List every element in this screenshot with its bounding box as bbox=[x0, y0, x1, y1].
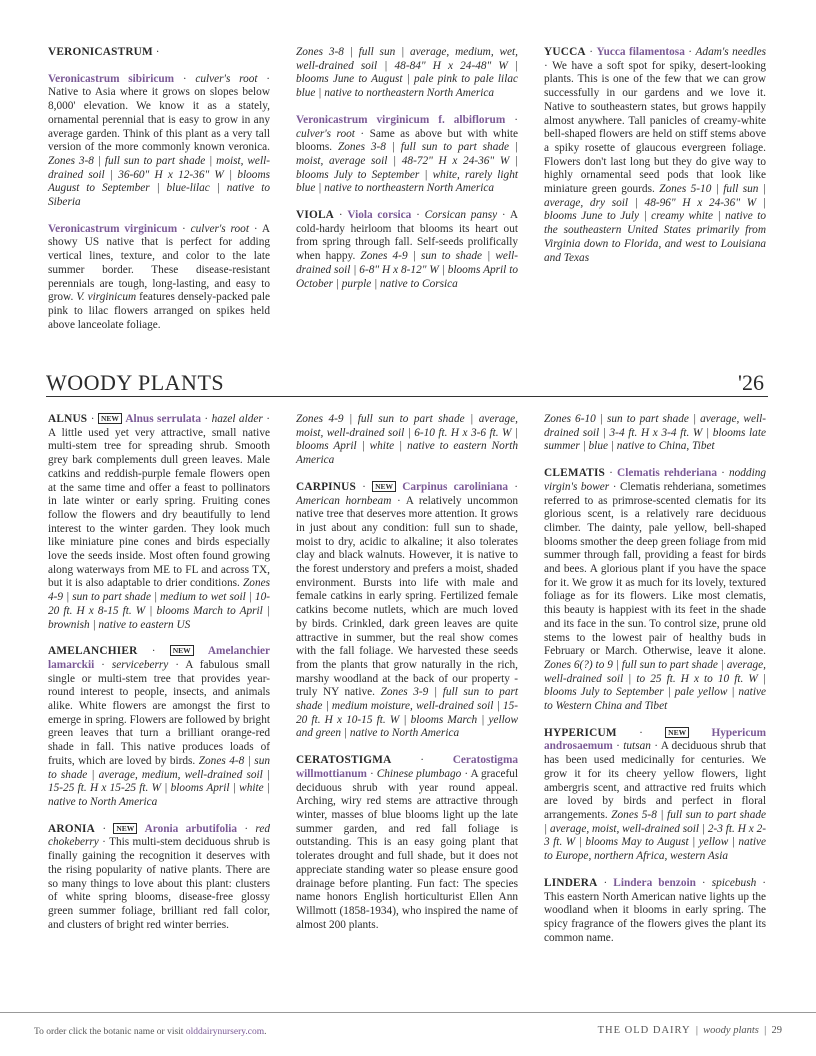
entry-yucca bbox=[544, 46, 766, 265]
entry-ceratostigma-continued bbox=[544, 413, 766, 454]
separator: · bbox=[416, 209, 420, 222]
divider: | bbox=[695, 1025, 698, 1036]
description: A deciduous shrub that has been used medicinally for centuries. We grow it for its cheery yellow flowers, light ambergris scent, and attractive red fruits which are loved by birds and perfect in floral arrangements. bbox=[544, 740, 767, 821]
separator: · bbox=[514, 113, 518, 126]
woody-column-2 bbox=[296, 413, 518, 945]
botanic-name-link[interactable]: Aronia arbutifolia bbox=[144, 822, 238, 835]
separator: · bbox=[612, 480, 617, 493]
page-number: 29 bbox=[771, 1025, 782, 1036]
separator: · bbox=[90, 413, 95, 425]
botanic-name-link[interactable]: Veronicastrum virginicum f. albiflorum bbox=[296, 113, 506, 126]
section-name: woody plants bbox=[703, 1025, 759, 1036]
separator: · bbox=[155, 46, 160, 58]
separator: · bbox=[175, 658, 179, 671]
growing-details: Zones 4-9 | sun to shade | well-drained soil | 6-8" H x 8-12" W | blooms April to October | purple | native to Corsica bbox=[296, 250, 518, 290]
common-name: American hornbeam bbox=[296, 494, 392, 507]
botanic-name-link[interactable]: Carpinus caroliniana bbox=[402, 480, 509, 493]
genus-heading: ARONIA bbox=[48, 822, 96, 835]
genus-heading: VIOLA bbox=[296, 209, 335, 222]
entry-alnus bbox=[48, 413, 270, 632]
common-name: tutsan bbox=[623, 740, 651, 753]
website-link[interactable]: olddairynursery.com bbox=[185, 1027, 265, 1037]
common-name: red chokeberry bbox=[48, 822, 271, 849]
new-badge: NEW bbox=[113, 823, 137, 834]
genus-heading: LINDERA bbox=[544, 876, 598, 889]
separator: · bbox=[338, 209, 343, 222]
description: Same as above but with white blooms. bbox=[296, 127, 519, 154]
separator: · bbox=[244, 822, 249, 835]
botanic-name-link[interactable]: Yucca filamentosa bbox=[596, 46, 685, 58]
genus-heading: ALNUS bbox=[48, 413, 88, 425]
separator: · bbox=[362, 480, 366, 493]
growing-details: Zones 3-8 | full sun to part shade | moist, well-drained soil | 36-60" H x 12-36" W | blooms August to September | blue-lilac | native to Siberia bbox=[48, 154, 270, 209]
botanic-name-link[interactable]: Clematis rehderiana bbox=[617, 467, 717, 480]
separator: · bbox=[102, 836, 106, 849]
common-name: culver's root bbox=[296, 127, 355, 140]
section-year: '26 bbox=[738, 370, 764, 395]
genus-heading: HYPERICUM bbox=[544, 726, 617, 739]
entry-hypericum bbox=[544, 727, 766, 864]
separator: · bbox=[182, 72, 187, 85]
description: A showy US native that is perfect for adding vertical lines, texture, and color to the late summer border. These disease-resistant perennials are tough, long-lasting, and easy to grow. bbox=[48, 222, 271, 304]
entry-clematis bbox=[544, 467, 766, 714]
common-name: Chinese plumbago bbox=[376, 767, 462, 780]
description: A cold-hardy heirloom that blooms its heart out from spring through fall. Self-seeds prolifically when happy. bbox=[296, 209, 518, 263]
entry-amelanchier bbox=[48, 645, 270, 809]
entry-viola bbox=[296, 209, 518, 291]
botanic-name-link[interactable]: Veronicastrum sibiricum bbox=[48, 72, 175, 85]
description-continued: features densely-packed pale pink to lilac flowers arranged on spikes held above lanceolate foliage. bbox=[48, 291, 270, 331]
separator: · bbox=[101, 658, 105, 671]
growing-details: Zones 5-8 | full sun to part shade | average, moist, well-drained soil | 2-3 ft. H x 2-3 ft. W | blooms May to August | yellow | native to Europe, northern Africa, western Asia bbox=[544, 808, 767, 863]
separator: · bbox=[654, 740, 658, 753]
growing-details: Zones 4-8 | sun to shade | average, medium, well-drained soil | 15-25 ft. H x 15-25 ft. W | blooms April | white | native to North America bbox=[48, 754, 270, 808]
description: Clematis rehderiana, sometimes referred to as primrose-scented clematis for its glorious scent, is a relatively rare deciduous climber. The dainty, pale yellow, bell-shaped blooms smother the deep green foliage from mid summer through fall, providing a feast for birds and bees. A glorious plant if you have the space for it. We grow it as much for its lovely, textured foliage as for its flowers. Like most clematis, this beauty is happiest with its feet in the shade and its face in the sun. To control size, prune old stems to the lowest pair of healthy buds in February or March. Otherwise, leave it alone. bbox=[544, 480, 767, 658]
common-name: nodding virgin's bower bbox=[544, 467, 767, 493]
entry-lindera bbox=[544, 877, 766, 946]
separator: · bbox=[639, 726, 643, 739]
description: A fabulous small single or multi-stem tree that provides year-round interest to people, insects, and animals alike. White flowers are amongst the first to emerge in spring. Flowers are followed by bright green leaves that turn a brilliant orange-red shade in fall. This native produces loads of fruits, which are loved by birds. bbox=[48, 658, 271, 767]
new-badge: NEW bbox=[98, 413, 122, 424]
common-name: serviceberry bbox=[111, 658, 169, 671]
top-column-3 bbox=[544, 46, 766, 278]
botanic-name-link[interactable]: Viola corsica bbox=[347, 209, 412, 222]
species-abbrev: V. virginicum bbox=[76, 291, 137, 304]
separator: · bbox=[182, 222, 186, 235]
entry-veronicastrum-virginicum bbox=[48, 223, 270, 333]
separator: · bbox=[616, 740, 620, 753]
common-name: culver's root bbox=[195, 72, 258, 85]
description: Native to Asia where it grows on slopes below 8,000' elevation. We know it as a stately, ornamental perennial that is easy to grow in any average garden. Think of this plant as a very tall version of the more commonly known veronica. bbox=[48, 86, 270, 154]
order-text: To order click the botanic name or visit bbox=[34, 1027, 184, 1037]
growing-details: Zones 5-10 | full sun | average, dry soil | 48-96" H x 24-36" W | blooms June to July | creamy white | native to the southeastern United States primarily from Virginia down to Florida, and west to Louisiana and Texas bbox=[544, 183, 766, 264]
entry-aronia-continued bbox=[296, 413, 518, 468]
botanic-name-link[interactable]: Ceratostigma willmottianum bbox=[296, 754, 518, 780]
growing-details: Zones 6-10 | sun to part shade | average, well-drained soil | 3-4 ft. H x 3-4 ft. W | blooms late summer | blue | native to China, Tibet bbox=[544, 413, 766, 453]
separator: · bbox=[609, 467, 613, 480]
separator: · bbox=[266, 413, 270, 425]
brand-name: THE OLD DAIRY bbox=[597, 1025, 691, 1036]
section-divider bbox=[46, 396, 768, 397]
new-badge: NEW bbox=[372, 481, 396, 492]
description: A graceful deciduous shrub with year round appeal. Arching, wiry red stems are attractive through winter, masses of blue blooms light up the late summer garden, and red fall foliage is outstanding. This is an easy going plant that tolerates drought and full shade, but it does not appreciate standing water so please ensure good drainage before planting. Fun fact: The species name honors English horticulturist Ellen Ann Willmott (1858-1934), who inspired the name of almost 200 plants. bbox=[296, 767, 519, 931]
description: A little used yet very attractive, small native multi-stem tree for spreading shrub. Smooth grey bark complements dull green leaves. Male catkins and reddish-purple female flowers open at the same time and offer a feast to pollinators in late winter or early spring. Fruiting cones follow the flowers and dry beautifully to lend interest to the winter garden. They look much like miniature pine cones and birds especially love the seeds inside. Most often found growing along waterways from ME to FL and across TX, but it is also adaptable to drier conditions. bbox=[48, 426, 270, 590]
growing-details: Zones 4-9 | sun to part shade | medium to wet soil | 10-20 ft. H x 8-15 ft. W | blooms March to April | brownish | native to eastern US bbox=[48, 577, 271, 631]
separator: · bbox=[464, 767, 469, 780]
growing-details: Zones 6(?) to 9 | full sun to part shade | average, well-drained soil | to 25 ft. H x to 10 ft. W | blooms July to September | pale yellow | native to Western China and Tibet bbox=[544, 658, 766, 713]
woody-column-3 bbox=[544, 413, 766, 958]
separator: · bbox=[688, 46, 693, 58]
section-title: WOODY PLANTS bbox=[46, 370, 225, 395]
growing-details: Zones 3-9 | full sun to part shade | medium moisture, well-drained soil | 15-20 ft. H x 10-15 ft. W | blooms March | yellow and green | native to North America bbox=[296, 686, 519, 740]
new-badge: NEW bbox=[170, 645, 194, 656]
separator: · bbox=[721, 467, 725, 480]
separator: · bbox=[151, 645, 156, 658]
footer-divider bbox=[0, 1012, 816, 1013]
separator: · bbox=[204, 413, 209, 425]
genus-heading: CARPINUS bbox=[296, 480, 356, 493]
footer-page-info bbox=[598, 1025, 782, 1036]
entry-aronia bbox=[48, 823, 270, 933]
genus-heading: AMELANCHIER bbox=[48, 645, 138, 658]
separator: · bbox=[253, 222, 258, 235]
separator: · bbox=[701, 876, 706, 889]
common-name: spicebush bbox=[711, 876, 757, 889]
growing-details: Zones 3-8 | full sun | average, medium, wet, well-drained soil | 48-84" H x 24-48" W | blooms June to August | pale pink to pale lilac blue | native to northeastern North America bbox=[296, 46, 518, 100]
separator: · bbox=[544, 59, 548, 72]
divider: | bbox=[764, 1025, 767, 1036]
new-badge: NEW bbox=[665, 727, 689, 738]
common-name: Corsican pansy bbox=[424, 209, 498, 222]
common-name: culver's root bbox=[190, 222, 249, 235]
entry-carpinus bbox=[296, 481, 518, 741]
common-name: Adam's needles bbox=[695, 46, 767, 58]
separator: · bbox=[396, 494, 401, 507]
entry-ceratostigma bbox=[296, 754, 518, 932]
separator: · bbox=[420, 754, 425, 767]
woody-column-1 bbox=[48, 413, 270, 945]
description: We have a soft spot for spiky, desert-looking plants. This is one of the few that we can grow successfully in our gardens and we love it. Native to southeastern states, but grows happily almost anywhere. Tall panicles of creamy-white bell-shaped flowers are held on stiff stems above a spiky rosette of glaucous evergreen foliage. Flowers don't last long but they do give way to highly ornamental seed pods that look like miniature green gourds. bbox=[544, 59, 767, 196]
separator: · bbox=[360, 127, 365, 140]
botanic-name-link[interactable]: Hypericum androsaemum bbox=[544, 726, 767, 753]
separator: · bbox=[762, 876, 767, 889]
growing-details: Zones 4-9 | full sun to part shade | average, moist, well-drained soil | 6-10 ft. H x 3-6 ft. W | blooms April | white | native to eastern North America bbox=[296, 413, 518, 467]
period: . bbox=[264, 1027, 267, 1037]
top-column-1 bbox=[48, 46, 270, 345]
genus-heading: VERONICASTRUM bbox=[48, 46, 153, 58]
growing-details: Zones 3-8 | full sun to part shade | moist, average soil | 48-72" H x 24-36" W | blooms July to September | white, rarely light blue | native to northeastern North America bbox=[296, 141, 519, 195]
entry-veronicastrum-sibiricum bbox=[48, 73, 270, 210]
entry-veronicastrum-heading bbox=[48, 46, 270, 60]
separator: · bbox=[514, 480, 518, 493]
botanic-name-link[interactable]: Lindera benzoin bbox=[613, 876, 696, 889]
separator: · bbox=[266, 72, 271, 85]
separator: · bbox=[102, 822, 107, 835]
botanic-name-link[interactable]: Alnus serrulata bbox=[125, 413, 201, 425]
separator: · bbox=[589, 46, 594, 58]
entry-veronicastrum-virginicum-continued bbox=[296, 46, 518, 101]
botanic-name-link[interactable]: Veronicastrum virginicum bbox=[48, 222, 178, 235]
genus-heading: CERATOSTIGMA bbox=[296, 754, 392, 767]
footer-order-note bbox=[34, 1027, 266, 1037]
common-name: hazel alder bbox=[211, 413, 263, 425]
description: This multi-stem deciduous shrub is finally gaining the recognition it deserves with the rising popularity of native plants. There are so many things to love about this plant: clusters of white spring blooms, disease-free glossy green summer foliage, brilliant red fall color, and clusters of bright red winter berries. bbox=[48, 836, 270, 931]
description: This eastern North American native lights up the woodland when it blooms in early spring. The spicy fragrance of the flowers gives the plant its common name. bbox=[544, 890, 766, 944]
separator: · bbox=[603, 876, 608, 889]
separator: · bbox=[369, 767, 374, 780]
description: A relatively uncommon native tree that deserves more attention. It grows in just about any condition: full sun to shade, moist to dry, acidic to alkaline; it also tolerates clay and black walnuts. However, it is native to the forest understory and prefers a moist, shaded environment. Bursts into life with male and female catkins in early spring. Fertilized female catkins become nutlets, which are much loved by birds. Crinkled, dark green leaves are quite attractive in summer, but the real show comes with the fall foliage. We harvested these seeds from the plants that grow naturally in the rich, marshy woodland at the back of our property - truly NY native. bbox=[296, 494, 519, 699]
genus-heading: YUCCA bbox=[544, 46, 586, 58]
botanic-name-link[interactable]: Amelanchier lamarckii bbox=[48, 645, 271, 671]
genus-heading: CLEMATIS bbox=[544, 467, 606, 480]
separator: · bbox=[501, 209, 506, 222]
top-column-2 bbox=[296, 46, 518, 304]
entry-veronicastrum-albiflorum bbox=[296, 114, 518, 196]
